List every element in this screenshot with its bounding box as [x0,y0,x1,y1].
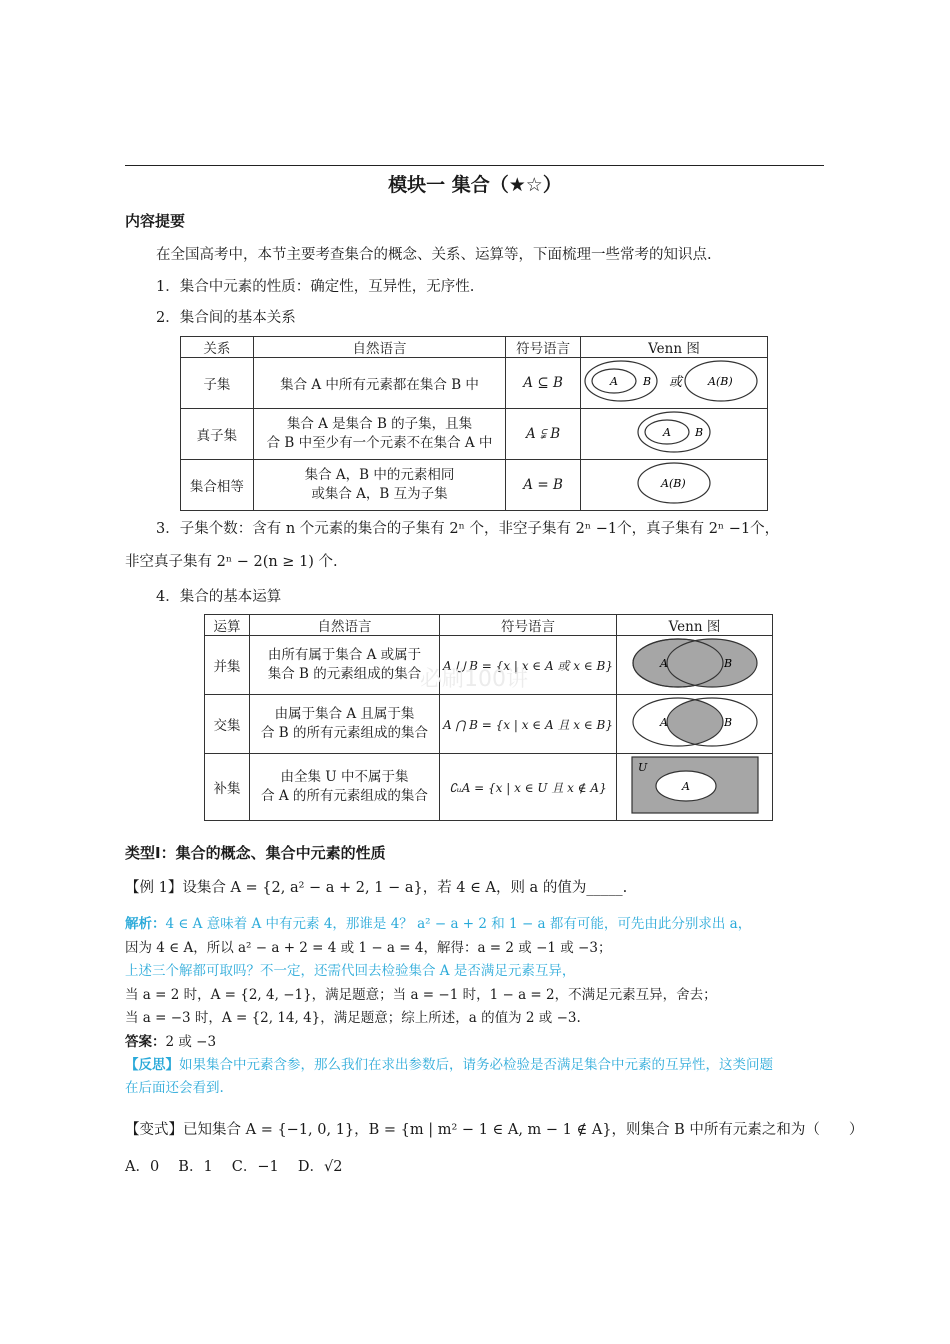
answer-value: 2 或 −3 [165,1034,217,1050]
venn-label-a: A [681,780,690,793]
operations-header-symbol: 符号语言 [440,615,617,636]
operations-header-natural: 自然语言 [250,615,440,636]
operations-header-op: 运算 [205,615,250,636]
venn-equal-diagram [581,460,767,506]
venn-proper-subset-diagram [581,409,767,455]
venn-label-a: A [663,426,671,439]
relation-natural: 集合 A 是集合 B 的子集，且集 合 B 中至少有一个元素不在集合 A 中 [253,409,505,460]
venn-label-ab: A(B) [661,477,686,490]
solution-label: 解析： [125,916,166,932]
relations-row-equal [181,460,768,511]
relations-row-subset [181,358,768,409]
relation-natural: 集合 A，B 中的元素相同 或集合 A，B 互为子集 [253,460,505,511]
operation-natural: 由属于集合 A 且属于集 合 B 的所有元素组成的集合 [250,695,440,754]
type1-heading: 类型Ⅰ：集合的概念、集合中元素的性质 [125,844,386,862]
venn-label-b: B [723,657,732,670]
operation-name: 并集 [205,636,250,695]
relation-symbol: A ⊆ B [506,358,581,409]
variant-choices: A．0 B．1 C．−1 D．√2 [125,1159,343,1175]
operation-symbol: A ⋂ B = {x | x ∈ A 且 x ∈ B} [440,695,617,754]
operation-name: 交集 [205,695,250,754]
answer-label: 答案： [125,1034,166,1050]
venn-complement-cell [617,754,773,821]
venn-set-b-shaded [667,639,757,687]
venn-subset-diagram [581,358,767,404]
relations-header-venn: Venn 图 [581,337,768,358]
operations-table [204,614,773,821]
venn-union-diagram [620,636,770,690]
venn-label-a: A [610,375,618,388]
venn-label-a: A [659,716,668,729]
solution-line-4: 当 a = 2 时，A = {2, 4, −1}，满足题意；当 a = −1 时，1 − a = 2，不满足元素互异，舍去； [125,987,717,1003]
operation-symbol: A ⋃ B = {x | x ∈ A 或 x ∈ B} [440,636,617,695]
relation-symbol: A ⫋ B [506,409,581,460]
summary-item-4: 4．集合的基本运算 [156,589,282,605]
summary-heading: 内容提要 [125,212,186,230]
venn-proper-subset-cell [581,409,768,460]
relations-header-natural: 自然语言 [253,337,505,358]
operations-header-venn: Venn 图 [617,615,773,636]
example-1: 【例 1】设集合 A = {2, a² − a + 2, 1 − a}，若 4 ∈ A，则 a 的值为_____. [125,880,628,896]
relation-name: 真子集 [181,409,254,460]
venn-subset-cell [581,358,768,409]
relations-table [180,336,768,511]
solution-line-1 [125,912,751,932]
relation-name: 子集 [181,358,254,409]
summary-item-2: 2．集合间的基本关系 [156,310,296,326]
relation-natural: 集合 A 中所有元素都在集合 B 中 [253,358,505,409]
page-title: 模块一 集合（★☆） [388,174,562,196]
answer-line [125,1030,216,1050]
solution-line-5: 当 a = −3 时，A = {2, 14, 4}，满足题意；综上所述，a 的值为 2 或 −3. [125,1010,581,1026]
reflection-label: 【反思】 [125,1057,179,1073]
reflection-text-1: 如果集合中元素含参，那么我们在求出参数后，请务必检验是否满足集合中元素的互异性，这类问题 [179,1057,773,1073]
venn-complement-diagram [620,754,770,816]
summary-intro: 在全国高考中，本节主要考查集合的概念、关系、运算等，下面梳理一些常考的知识点. [156,247,712,263]
solution-text-1: 4 ∈ A 意味着 A 中有元素 4，那谁是 4？ a² − a + 2 和 1 − a 都有可能，可先由此分别求出 a， [165,916,752,932]
operations-row-intersection [205,695,773,754]
operation-symbol: ∁ᵤA = {x | x ∈ U 且 x ∉ A} [440,754,617,821]
venn-intersection-diagram [620,695,770,749]
variant-question: 【变式】已知集合 A = {−1, 0, 1}，B = {m | m² − 1 ∈ A, m − 1 ∉ A}，则集合 B 中所有元素之和为（ ） [125,1122,864,1138]
solution-line-3: 上述三个解都可取吗？不一定，还需代回去检验集合 A 是否满足元素互异， [125,963,576,979]
relations-header-relation: 关系 [181,337,254,358]
operation-natural: 由所有属于集合 A 或属于 集合 B 的元素组成的集合 [250,636,440,695]
operations-row-complement [205,754,773,821]
summary-item-3-line-1: 3．子集个数：含有 n 个元素的集合的子集有 2ⁿ 个，非空子集有 2ⁿ −1个，真子集有 2ⁿ −1个， [156,521,780,537]
venn-label-a: A [659,657,668,670]
venn-label-u: U [637,761,647,774]
operation-natural: 由全集 U 中不属于集 合 A 的所有元素组成的集合 [250,754,440,821]
reflection-line-1 [125,1053,773,1073]
relation-name: 集合相等 [181,460,254,511]
venn-union-cell [617,636,773,695]
relation-symbol: A = B [506,460,581,511]
venn-equal-cell [581,460,768,511]
relations-row-proper-subset [181,409,768,460]
operation-name: 补集 [205,754,250,821]
watermark: 必刷100讲 [420,667,528,692]
venn-label-b: B [723,716,732,729]
top-rule [125,165,824,166]
venn-label-b: B [643,375,652,388]
venn-intersection-cell [617,695,773,754]
summary-item-1: 1．集合中元素的性质：确定性，互异性，无序性. [156,279,475,295]
solution-line-2: 因为 4 ∈ A，所以 a² − a + 2 = 4 或 1 − a = 4，解得：a = 2 或 −1 或 −3； [125,940,612,956]
reflection-line-2: 在后面还会看到. [125,1080,224,1096]
venn-label-b: B [695,426,704,439]
summary-item-3-line-2: 非空真子集有 2ⁿ − 2(n ≥ 1) 个. [125,554,338,570]
venn-or-text: 或 [669,375,683,390]
relations-header-symbol: 符号语言 [506,337,581,358]
venn-label-ab: A(B) [708,375,733,388]
